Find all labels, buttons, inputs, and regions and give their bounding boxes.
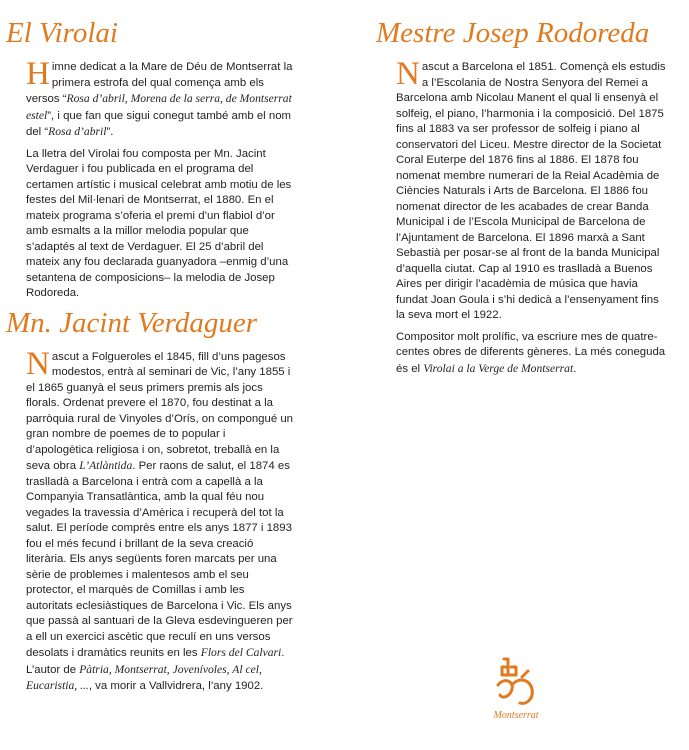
verdaguer-body	[6, 345, 302, 695]
dropcap: N	[26, 345, 50, 382]
rodoreda-paragraph-2	[396, 330, 668, 378]
text-run: ”, i que fan que sigui conegut també amb el nom del “	[26, 109, 292, 138]
virolai-body	[6, 56, 302, 302]
right-column	[376, 16, 676, 377]
montserrat-logo	[486, 655, 546, 730]
italic-title: L’Atlàntida	[79, 459, 133, 472]
italic-title: Pàtria, Montserrat, Jovenívoles, Al cel, Eucaristia, ...	[26, 662, 262, 692]
verdaguer-paragraph	[26, 345, 294, 695]
dropcap: H	[26, 56, 50, 92]
montserrat-logo-icon	[494, 655, 538, 709]
text-run: ”.	[106, 126, 114, 138]
text-run: . L’autor de	[26, 647, 285, 676]
text-run: .	[573, 362, 577, 375]
text-run: ascut a Folgueroles el 1845, fill d’uns pagesos modestos, entrà al seminari de Vic, l’any 1855 i el 1865 guanyà el seus primers premis als jocs florals. Ordenat prevere el 1870, fou destinat a la parròquia rural de Vinyoles d’Orís, on compongué un gran nombre de poemes de to popular i d’apologètica religiosa i on, sobretot, treballà en la seva obra	[26, 350, 293, 472]
italic-title: Virolai a la Verge de Montserrat	[423, 361, 574, 375]
section-title-rodoreda: Mestre Josep Rodoreda	[376, 17, 650, 49]
text-run: . Per raons de salut, el 1874 es traslladà a Barcelona i entrà com a capellà a la Companyia Transatlàntica, amb la qual féu nou vegades la travessia d’Amèrica i recuperà del tot la salut. El període comprès entre els anys 1877 i 1893 fou el més fecund i brillant de la seva creació literària. Els anys següents foren marcats per una sèrie de problemes i malentesos amb el seu protector, el marquès de Comillas i amb les autoritats eclesiàstiques de Barcelona i Vic. Els anys que passà al santuari de la Gleva esdevingueren per a ell un exercici ascètic que reculí en uns versos desolats i dramàtics reunits en les	[26, 460, 293, 659]
italic-quote: Rosa d’abril, Morena de la serra, de Montserrat estel	[26, 92, 292, 122]
logo-text: Montserrat	[493, 710, 539, 721]
dropcap: N	[396, 56, 420, 92]
virolai-paragraph-1	[26, 56, 294, 141]
italic-title: Flors del Calvari	[200, 646, 282, 659]
virolai-paragraph-2: La lletra del Virolai fou composta per Mn. Jacint Verdaguer i fou publicada en el programa del certamen artístic i musical celebrat amb motiu de les festes del Mil·lenari de Montserrat, el 1880. En el mateix programa s’oferia el premi d’un flabiol d’or amb esmalts a la millor melodia popular que s’adaptés al text de Verdaguer. El 25 d’abril del mateix any fou declarada guanyadora –enmig d’una setantena de composicions– la melodia de Josep Rodoreda.	[26, 147, 292, 299]
text-run: imne dedicat a la Mare de Déu de Montserrat la primera estrofa del qual comença amb els versos “	[26, 61, 293, 105]
italic-quote: Rosa d’abril	[48, 125, 107, 138]
rodoreda-body	[376, 56, 676, 377]
section-title-verdaguer: Mn. Jacint Verdaguer	[6, 306, 258, 339]
text-run: ascut a Barcelona el 1851. Començà els estudis a l’Escolania de Nostra Senyora del Remei a Barcelona amb Nicolau Manent el qual li ensenyà el solfeig, el piano, l’harmonia i la composició. Del 1875 fins al 1883 va ser professor de solfeig i piano al conservatori del Liceu. Mestre director de la Societat Coral Euterpe del 1876 fins al 1886. El 1878 fou nomenat membre numerari de la Reial Acadèmia de Ciències Naturals i Arts de Barcelona. El 1886 fou nomenat director de les acabades de crear Banda Municipal i de l’Escola Municipal de Barcelona de l’Ajuntament de Barcelona. El 1896 marxà a Sant Sebastià per posar-se al front de la banda Municipal d’aquella ciutat. Cap al 1910 es traslladà a Buenos Aires per dirigir l’acadèmia de música que havia fundat Joan Goula i s’hi dedicà a l’ensenyament fins la seva mort el 1922.	[396, 61, 666, 321]
text-run: Compositor molt prolífic, va escriure mes de quatre-centes obres de diferents gèneres. La més coneguda és el	[396, 330, 666, 375]
rodoreda-paragraph-1	[396, 56, 668, 324]
left-column	[6, 16, 302, 695]
text-run: , va morir a Vallvidrera, l’any 1902.	[88, 680, 264, 692]
section-title-virolai: El Virolai	[6, 17, 118, 49]
